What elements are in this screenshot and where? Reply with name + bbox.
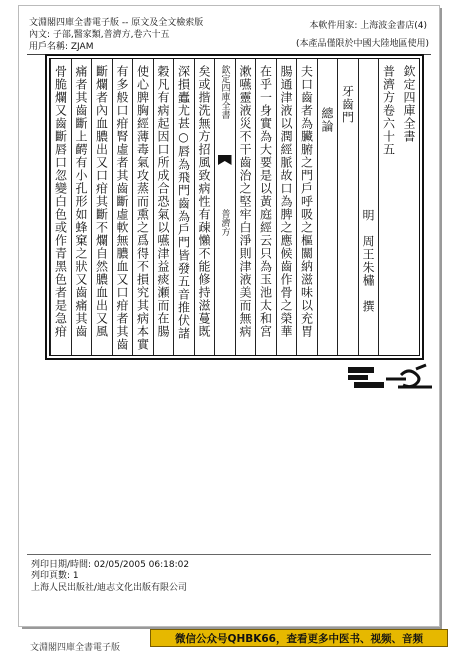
next-page-header-peek: 文淵閣四庫全書電子版 xyxy=(30,643,121,653)
text-column: 骨脆爛又齒斷唇口忽變白色或作青黑色者是急疳 xyxy=(50,59,71,355)
publisher-logo-icon xyxy=(346,361,436,391)
text-column: 總論 xyxy=(317,59,338,355)
spine-title: 欽定四庫全書 xyxy=(219,65,230,119)
text-column: 腸通津液以潤經脈故口為脾之應候齒作骨之榮華 xyxy=(276,59,297,355)
text-column: 明 周王朱橚 撰 xyxy=(358,59,379,355)
text-frame-inner xyxy=(49,58,420,356)
header-content-path: 內文: 子部,醫家類,普濟方,卷六十五 xyxy=(29,30,170,40)
header-licensee: 本軟件用家: 上海波金書店(4) xyxy=(309,21,427,31)
header-region-notice: (本產品僅限於中國大陸地區使用) xyxy=(295,39,429,49)
header-user-name: 用戶名稱: ZJAM xyxy=(29,42,94,52)
text-column: 使心脾胸經薄毒氣攻蒸而熏之爲得不損究其病本實 xyxy=(132,59,153,355)
text-column: 夫口齒者為臟腑之門戶呼吸之樞關納滋味以充胃 xyxy=(296,59,317,355)
text-column: 矣或揩洗無方招風致病性有疎懶不能修持滋蔓既 xyxy=(194,59,215,355)
text-column: 牙齒門 xyxy=(337,59,358,355)
footer-divider xyxy=(27,554,431,555)
text-column: 普濟方卷六十五 xyxy=(378,59,399,355)
text-column: 穀凡有病起因口所成合恐氣以嚥津益痰瀬而在腸 xyxy=(153,59,174,355)
document-page xyxy=(18,5,440,627)
text-column: 深損蠹尤甚○唇為飛門齒為戶門皆發五音推伏諸 xyxy=(173,59,194,355)
text-column: 在乎一身實為大要是以黃庭經云只為玉池太和宮 xyxy=(255,59,276,355)
text-column: 斷爛者內血膿出又口疳其斷不爛自然膿血出又風 xyxy=(91,59,112,355)
footer-print-pages: 列印頁數: 1 xyxy=(31,571,79,581)
fish-tail-icon xyxy=(218,155,232,165)
text-column: 痛者其齒斷上齶有小孔形如蜂窠之狀又齒痛其齒 xyxy=(71,59,92,355)
spine-book-name: 普濟方 xyxy=(219,209,230,236)
header-product-title: 文淵閣四庫全書電子版 -- 原文及全文檢索版 xyxy=(29,18,204,28)
footer-print-datetime: 列印日期/時間: 02/05/2005 06:18:02 xyxy=(31,560,190,570)
text-column: 漱嚥靈液災不干齒治之堅牢白淨則津液美而無病 xyxy=(235,59,256,355)
center-spine xyxy=(214,59,235,355)
footer-publisher: 上海人民出版社/迪志文化出版有限公司 xyxy=(31,583,188,593)
text-column: 欽定四庫全書 xyxy=(402,65,416,143)
text-column: 有多般口疳腎虛者其齒斷虛軟無膿血又口疳者其齒 xyxy=(112,59,133,355)
wechat-watermark-banner: 微信公众号QHBK66，查看更多中医书、视频、音频 xyxy=(150,629,448,647)
text-frame xyxy=(45,54,424,360)
